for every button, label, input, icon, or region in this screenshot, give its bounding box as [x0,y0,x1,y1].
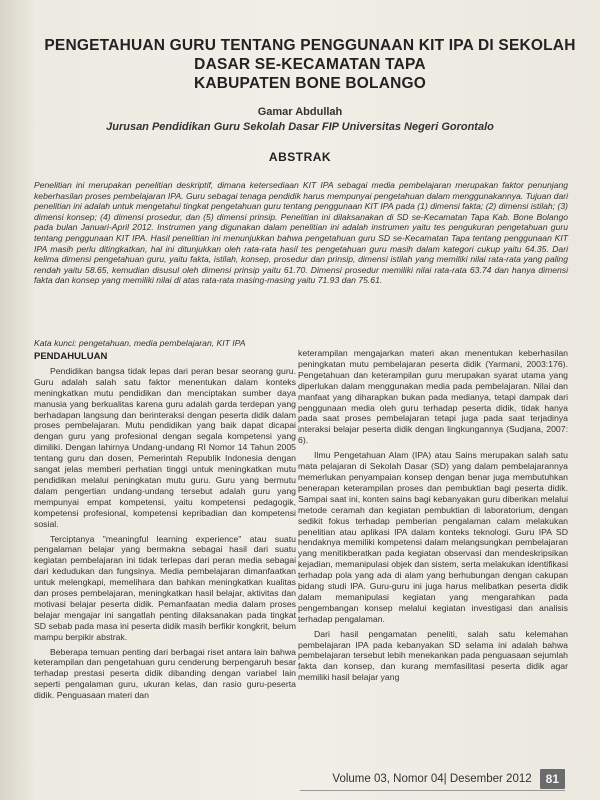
title-line-3: KABUPATEN BONE BOLANGO [193,75,427,92]
left-column [34,352,296,705]
title-line-2: DASAR SE-KECAMATAN TAPA [194,56,426,73]
journal-info: Volume 03, Nomor 04| Desember 2012 [332,773,532,785]
paragraph: Dari hasil pengamatan peneliti, salah satu kelemahan pembelajaran IPA pada kebanyakan SD selama ini adalah bahwa pembelajaran tersebut lebih menekankan pada penguasaan sejumlah fakta dan konsep, dan kurang memfasilitasi peserta didik agar memiliki hasil belajar yang [298,628,568,683]
right-column [298,348,568,687]
section-heading: PENDAHULUAN [34,351,108,362]
footer-divider [300,790,565,791]
article-title [40,36,580,93]
abstract-text: Penelitian ini merupakan penelitian deskriptif, dimana ketersediaan KIT IPA sebagai media pembelajaran merupakan faktor penunjang keberhasilan proses pembelajaran IPA. Guru sebagai tenaga pendidik harus mempunyai pengetahuan dalam menggunakannya. Tujuan dari penelitian ini adalah untuk mengetahui tingkat pengetahuan guru tentang penggunaan KIT IPA pada (1) dimensi fakta; (2) dimensi istilah; (3) dimensi konsep; (4) dimensi prosedur, dan (5) dimensi prinsip. Penelitian ini dilaksanakan di SD se-Kecamatan Tapa Kab. Bone Bolango pada bulan Januari-April 2012. Instrumen yang digunakan dalam penelitian ini adalah instrumen yaitu tes pengukuran pengetahuan guru tentang penggunaan KIT IPA. Hasil penelitian ini menunjukkan bahwa pengetahuan guru SD se-Kecamatan Tapa tentang penggunaan KIT IPA masih perlu ditingkatkan, hal ini ditunjukkan oleh rata-rata hasil tes pengetahuan guru masih dalam kategori cukup yaitu 64.35. Dari kelima dimensi pengetahuan guru, yaitu fakta, istilah, konsep, prosedur dan prinsip, dimensi istilah yang memiliki nilai rata-rata yang paling rendah yaitu 58.65, kemudian disusul oleh dimensi prinsip yaitu 61.70. Dimensi prosedur memiliki nilai rata-rata 63.74 dan hanya dimensi fakta dan konsep yang memiliki nilai di atas rata-rata masing-masing yaitu 71.93 dan 75.61. [34,180,568,286]
author-affiliation: Jurusan Pendidikan Guru Sekolah Dasar FIP Universitas Negeri Gorontalo [106,121,494,133]
abstract-heading: ABSTRAK [268,150,332,164]
title-line-1: PENGETAHUAN GURU TENTANG PENGGUNAAN KIT IPA DI SEKOLAH [44,37,576,54]
paragraph: keterampilan mengajarkan materi akan menentukan keberhasilan peningkatan mutu pembelajaran peserta didik (Yarmani, 2003:176). Pengetahuan dan keterampilan guru merupakan syarat utama yang diperlukan dalam menggunakan media pada pembelajaran. Nilai dan manfaat yang diharapkan bukan pada medianya, tetapi dampak dari penggunaan media oleh guru terhadap peserta didik, tidak hanya pada saat proses pembelajaran tetapi juga pada saat terjadinya interaksi belajar peserta didik dengan lingkungannya (Sudjana, 2007: 6). [298,348,568,446]
paragraph: Terciptanya "meaningful learning experience" atau suatu pengalaman belajar yang bermakna sebagai hasil dari suatu kegiatan pembelajaran ini tidak terlepas dari peran media sebagai dari kedudukan dan fungsinya. Media pembelajaran dimanfaatkan untuk melengkapi, memelihara dan bahkan meningkatkan kualitas dan proses pembelajaran, meningkatkan hasil belajar, aktivitas dan motivasi belajar peserta didik. Pemanfaatan media dalam proses belajar mengajar ini sangatlah penting dilaksanakan pada tingkat SD sebab pada masa ini peserta didik masih berfikir kongkrit, belum mampu berpikir abstrak. [34,533,296,642]
keywords: Kata kunci: pengetahuan, media pembelajaran, KIT IPA [34,338,246,348]
paragraph: Ilmu Pengetahuan Alam (IPA) atau Sains merupakan salah satu mata pelajaran di Sekolah Dasar (SD) yang dalam pembelajarannya memerlukan penyampaian konsep dengan benar juga membutuhkan penerapan keterampilan proses dan pembuktian bagi peserta didik. Sampai saat ini, konten sains bagi kebanyakan guru diberikan melalui metode ceramah dan kegiatan pembuktian di laboratorium, dengan sedikit fokus terhadap pemberian pengalaman calam melakukan penelitian atau aplikasi IPA dalam konteks teknologi. Guru IPA SD hendaknya memiliki kompetensi dalam melangsungkan pembelajaran yang menitikberatkan pada kegiatan observasi dan mendeskripsikan kejadian, memanipulasi objek dan sistem, serta melakukan identifikasi terhadap pola yang ada di alam yang berhubungan dengan cakupan bidang studi IPA. Guru-guru ini juga harus melibatkan peserta didik dalam memanipulasi kegiatan yang mengarahkan pada pengembangan konsep melalui kegiatan investigasi dan analisis terhadap pengalaman. [298,450,568,624]
paragraph: Beberapa temuan penting dari berbagai riset antara lain bahwa keterampilan dan pengetahuan guru cenderung berpengaruh besar terhadap prestasi peserta didik dibanding dengan variabel lain seperti pengalaman guru, ukuran kelas, dan rasio guru-peserta didik. Penguasaan materi dan [34,646,296,701]
page-footer [300,768,565,790]
page-number: 81 [540,769,565,789]
author-name: Gamar Abdullah [257,106,343,118]
paragraph: Pendidikan bangsa tidak lepas dari peran besar seorang guru. Guru adalah salah satu faktor menentukan dalam konteks meningkatkan mutu pendidikan dan menciptakan sumber daya manusia yang berkualitas karena guru adalah garda terdepan yang berhadapan langsung dan berinteraksi dengan peserta didik dalam proses pembelajaran. Mutu pendidikan yang baik dapat dicapai dengan guru yang profesional dengan segala kompetensi yang dimiliki. Dengan lahirnya Undang-undang RI Nomor 14 Tahun 2005 tentang guru dan dosen, Pemerintah Republik Indonesia dengan sangat jelas memberi perhatian tinggi untuk meningkatkan mutu pendidikan melalui peningkatan mutu guru. Guru yang bermutu dalam pengertian undang-undang tersebut adalah guru yang mempunyai empat kompetensi, yaitu kompetensi pedagogik, kompetensi profesional, kompetensi kepribadian dan kompetensi sosial. [34,365,296,529]
